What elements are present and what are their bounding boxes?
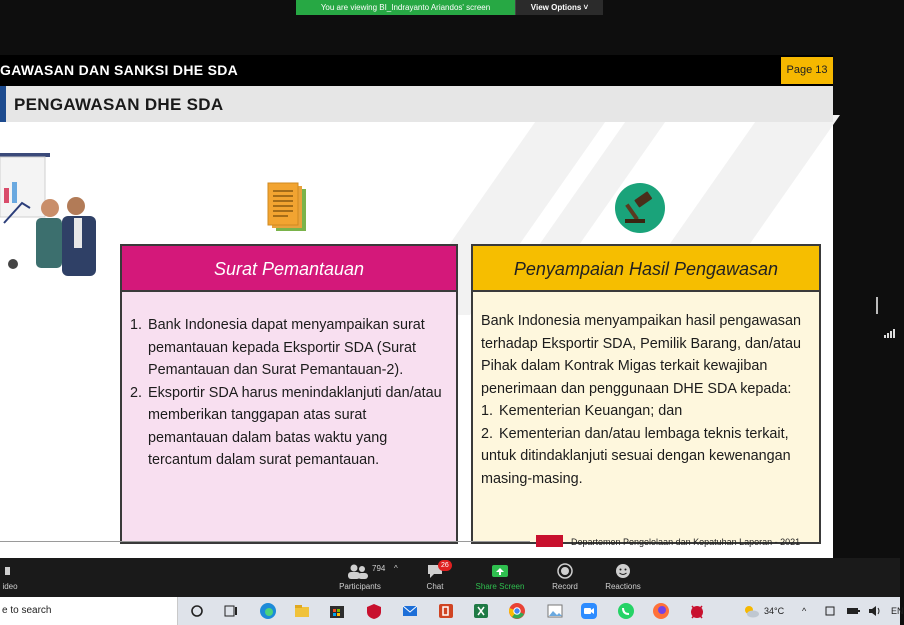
card-title: Surat Pemantauan bbox=[122, 246, 456, 292]
bug-app-icon[interactable] bbox=[688, 602, 706, 620]
participants-chevron-icon[interactable]: ^ bbox=[394, 564, 398, 573]
record-icon bbox=[556, 562, 574, 580]
firefox-icon[interactable] bbox=[652, 602, 670, 620]
document-icon bbox=[268, 183, 310, 235]
numbered-list bbox=[481, 400, 811, 445]
slide-header-title: GAWASAN DAN SANKSI DHE SDA bbox=[0, 62, 239, 78]
zoom-app-icon[interactable] bbox=[580, 602, 598, 620]
penyampaian-hasil-card bbox=[471, 244, 821, 544]
list-text: Eksportir SDA harus menindaklanjuti dan/atau memberikan tanggapan atas surat pemantauan dalam batas waktu yang tercantum dalam surat pemantauan. bbox=[148, 384, 442, 468]
weather-temperature[interactable]: 34°C bbox=[764, 606, 785, 616]
section-title: PENGAWASAN DHE SDA bbox=[14, 95, 224, 114]
list-number: 2. bbox=[130, 384, 143, 401]
chat-unread-badge: 26 bbox=[438, 560, 452, 571]
list-number: 2. bbox=[481, 425, 494, 442]
tray-overflow-chevron-icon[interactable]: ^ bbox=[802, 606, 807, 616]
card-body bbox=[122, 292, 456, 542]
chat-button[interactable] bbox=[420, 562, 450, 591]
battery-icon[interactable] bbox=[846, 602, 860, 620]
task-view-icon[interactable] bbox=[222, 602, 240, 620]
excel-icon[interactable] bbox=[472, 602, 490, 620]
footer-red-marker bbox=[536, 535, 563, 547]
numbered-list bbox=[130, 314, 442, 472]
file-explorer-icon[interactable] bbox=[293, 602, 311, 620]
surat-pemantauan-card bbox=[120, 244, 458, 544]
view-options-button[interactable]: View Options ˅ bbox=[515, 0, 603, 15]
list-item bbox=[130, 382, 442, 472]
record-button[interactable] bbox=[548, 562, 582, 591]
gavel-icon bbox=[615, 183, 665, 233]
list-text: Kementerian dan/atau lembaga teknis terkait, bbox=[499, 425, 789, 442]
footer-rule bbox=[0, 541, 530, 542]
whatsapp-icon[interactable] bbox=[617, 602, 635, 620]
list-text: Bank Indonesia dapat menyampaikan surat pemantauan kepada Eksportir SDA (Surat Pemantauan dan Surat Pemantauan-2). bbox=[148, 317, 425, 378]
participants-count: 794 bbox=[372, 564, 386, 573]
share-screen-button[interactable] bbox=[472, 562, 528, 591]
video-camera-icon bbox=[5, 562, 15, 580]
store-icon[interactable] bbox=[328, 602, 346, 620]
mail-icon[interactable] bbox=[401, 602, 419, 620]
card-outro: untuk ditindaklanjuti sesuai dengan kewenangan masing-masing. bbox=[481, 448, 791, 487]
language-indicator[interactable]: EN bbox=[891, 606, 904, 616]
volume-icon[interactable] bbox=[868, 602, 882, 620]
section-accent bbox=[0, 86, 6, 122]
shared-slide bbox=[0, 55, 833, 558]
chrome-icon[interactable] bbox=[508, 602, 526, 620]
participants-label: Participants bbox=[339, 582, 381, 591]
signal-strength-icon bbox=[884, 328, 898, 338]
mcafee-icon[interactable] bbox=[365, 602, 383, 620]
video-label: ideo bbox=[2, 582, 18, 591]
taskbar-search-input[interactable]: e to search bbox=[0, 597, 178, 625]
page-number-badge: Page 13 bbox=[781, 57, 833, 84]
list-item bbox=[481, 400, 811, 423]
network-icon[interactable] bbox=[823, 602, 837, 620]
meeting-controls-bar bbox=[0, 558, 900, 597]
smiley-icon bbox=[614, 562, 632, 580]
list-text: Kementerian Keuangan; dan bbox=[499, 403, 683, 419]
list-number: 1. bbox=[130, 317, 143, 333]
reactions-label: Reactions bbox=[605, 582, 641, 591]
record-label: Record bbox=[552, 582, 578, 591]
card-title: Penyampaian Hasil Pengawasan bbox=[473, 246, 819, 292]
list-item bbox=[130, 314, 442, 382]
share-screen-icon bbox=[491, 562, 509, 580]
edge-browser-icon[interactable] bbox=[259, 602, 277, 620]
viewing-banner: You are viewing BI_Indrayanto Ariandos' screen bbox=[296, 0, 515, 15]
powerpoint-icon[interactable] bbox=[437, 602, 455, 620]
task-view-circle-icon[interactable] bbox=[188, 602, 206, 620]
reactions-button[interactable] bbox=[600, 562, 646, 591]
video-button[interactable] bbox=[0, 562, 20, 591]
photos-icon[interactable] bbox=[546, 602, 564, 620]
chat-label: Chat bbox=[426, 582, 444, 591]
windows-taskbar bbox=[0, 597, 904, 625]
card-body bbox=[473, 292, 819, 542]
list-number: 1. bbox=[481, 403, 494, 419]
people-presentation-illustration bbox=[0, 148, 110, 278]
list-item bbox=[481, 423, 811, 446]
card-intro: Bank Indonesia menyampaikan hasil pengawasan terhadap Eksportir SDA, Pemilik Barang, dan/atau Pihak dalam Kontrak Migas terkait kewajiban penerimaan dan penggunaan DHE SDA kepada: bbox=[481, 313, 802, 397]
panel-resize-handle[interactable] bbox=[876, 297, 878, 314]
slide-footer: Departemen Pengelolaan dan Kepatuhan Laporan - 2021 bbox=[571, 537, 801, 547]
weather-cloud-sun-icon bbox=[742, 602, 760, 620]
share-screen-label: Share Screen bbox=[475, 582, 525, 591]
